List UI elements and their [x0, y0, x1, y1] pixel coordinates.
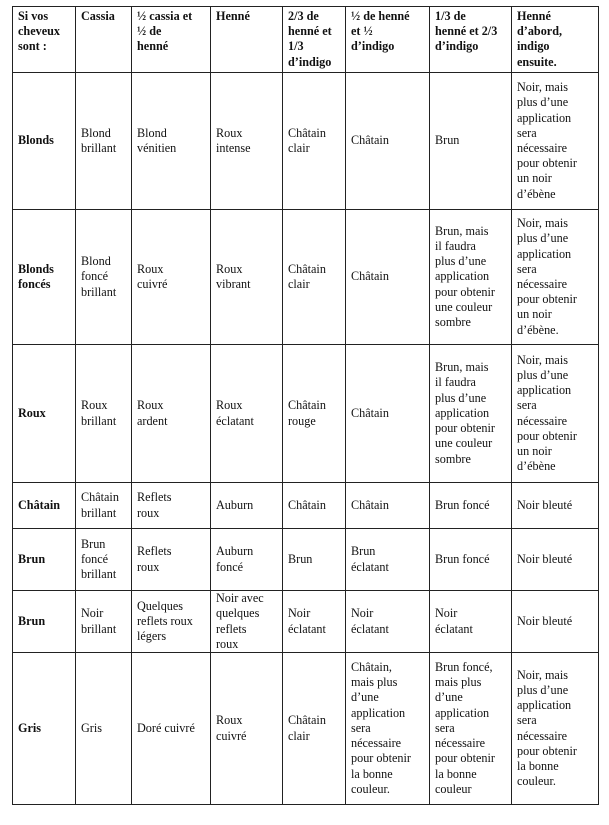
table-cell: Roux ardent	[132, 345, 211, 483]
table-row	[13, 345, 599, 483]
header-two-thirds-henna: 2/3 de henné et 1/3 d’indigo	[283, 7, 346, 73]
table-cell: Doré cuivré	[132, 653, 211, 805]
table-cell: Noir éclatant	[283, 591, 346, 653]
table-cell: Châtain clair	[283, 73, 346, 210]
table-cell: Roux intense	[211, 73, 283, 210]
table-cell: Noir, mais plus d’une application sera nécessaire pour obtenir un noir d’ébène.	[512, 210, 599, 345]
table-cell: Noir, mais plus d’une application sera nécessaire pour obtenir la bonne couleur.	[512, 653, 599, 805]
table-cell: Blond vénitien	[132, 73, 211, 210]
header-henna: Henné	[211, 7, 283, 73]
table-row	[13, 73, 599, 210]
table-cell: Brun, mais il faudra plus d’une application pour obtenir une couleur sombre	[430, 210, 512, 345]
table-cell: Brun foncé	[430, 529, 512, 591]
table-cell: Reflets roux	[132, 483, 211, 529]
table-cell: Châtain	[283, 483, 346, 529]
table-cell: Reflets roux	[132, 529, 211, 591]
table-row	[13, 529, 599, 591]
table-cell: Auburn	[211, 483, 283, 529]
table-cell: Châtain	[346, 73, 430, 210]
table-cell: Noir bleuté	[512, 591, 599, 653]
table-cell: Noir brillant	[76, 591, 132, 653]
header-hair-type: Si vos cheveux sont :	[13, 7, 76, 73]
table-cell: Roux cuivré	[132, 210, 211, 345]
table-cell: Brun	[430, 73, 512, 210]
header-half-henna-half-indigo: ½ de henné et ½ d’indigo	[346, 7, 430, 73]
row-label: Roux	[13, 345, 76, 483]
table-cell: Châtain	[346, 345, 430, 483]
table-cell: Brun foncé brillant	[76, 529, 132, 591]
table-cell: Châtain rouge	[283, 345, 346, 483]
table-cell: Noir, mais plus d’une application sera nécessaire pour obtenir un noir d’ébène	[512, 73, 599, 210]
table-cell: Châtain	[346, 483, 430, 529]
row-label: Brun	[13, 529, 76, 591]
table-cell: Brun foncé, mais plus d’une application sera nécessaire pour obtenir la bonne couleur	[430, 653, 512, 805]
table-row	[13, 653, 599, 805]
table-cell: Roux vibrant	[211, 210, 283, 345]
table-cell: Brun éclatant	[346, 529, 430, 591]
row-label: Châtain	[13, 483, 76, 529]
table-cell: Auburn foncé	[211, 529, 283, 591]
header-half-cassia-half-henna: ½ cassia et ½ de henné	[132, 7, 211, 73]
row-label: Brun	[13, 591, 76, 653]
table-cell: Noir bleuté	[512, 483, 599, 529]
table-cell: Châtain, mais plus d’une application sera nécessaire pour obtenir la bonne couleur.	[346, 653, 430, 805]
header-henna-then-indigo: Henné d’abord, indigo ensuite.	[512, 7, 599, 73]
table-cell: Roux cuivré	[211, 653, 283, 805]
table-cell: Roux éclatant	[211, 345, 283, 483]
table-row	[13, 210, 599, 345]
table-cell: Noir éclatant	[346, 591, 430, 653]
table-cell: Châtain	[346, 210, 430, 345]
table-row	[13, 591, 599, 653]
table-cell: Brun	[283, 529, 346, 591]
table-cell: Noir, mais plus d’une application sera nécessaire pour obtenir un noir d’ébène	[512, 345, 599, 483]
table-cell: Brun foncé	[430, 483, 512, 529]
table-cell: Châtain clair	[283, 210, 346, 345]
row-label: Blonds	[13, 73, 76, 210]
row-label: Gris	[13, 653, 76, 805]
table-cell: Quelques reflets roux légers	[132, 591, 211, 653]
hair-color-table	[12, 6, 599, 805]
header-row	[13, 7, 599, 73]
header-cassia: Cassia	[76, 7, 132, 73]
header-one-third-henna: 1/3 de henné et 2/3 d’indigo	[430, 7, 512, 73]
table-cell: Brun, mais il faudra plus d’une application pour obtenir une couleur sombre	[430, 345, 512, 483]
table-cell: Blond foncé brillant	[76, 210, 132, 345]
table-cell: Roux brillant	[76, 345, 132, 483]
table-cell: Noir bleuté	[512, 529, 599, 591]
table-cell: Noir éclatant	[430, 591, 512, 653]
table-cell: Gris	[76, 653, 132, 805]
row-label: Blonds foncés	[13, 210, 76, 345]
table-cell: Châtain brillant	[76, 483, 132, 529]
table-row	[13, 483, 599, 529]
table-cell: Noir avec quelques reflets roux	[211, 591, 283, 653]
table-cell: Blond brillant	[76, 73, 132, 210]
table-cell: Châtain clair	[283, 653, 346, 805]
